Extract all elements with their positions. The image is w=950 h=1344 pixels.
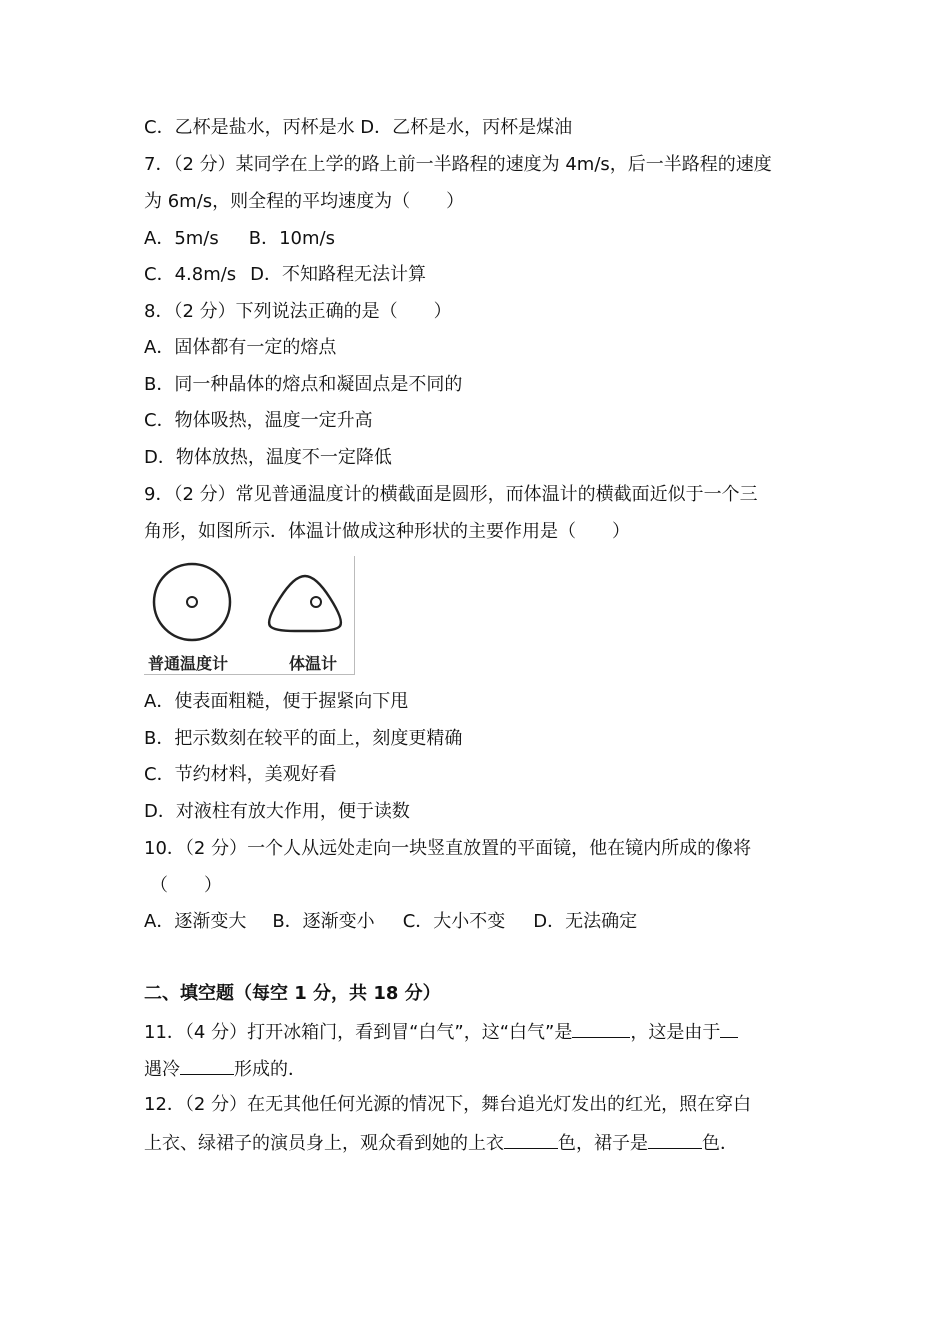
option-a: A．5m/s [144, 228, 219, 249]
question-text: 色，裙子是 [558, 1133, 648, 1154]
q9-option-a [144, 690, 814, 714]
question-text: 12．（2 分）在无其他任何光源的情况下，舞台追光灯发出的红光，照在穿白 [144, 1094, 752, 1115]
option-b: B．逐渐变小 [272, 911, 375, 932]
answer-blank [648, 1130, 702, 1149]
question-text: 7．（2 分）某同学在上学的路上前一半路程的速度为 4m/s，后一半路程的速度 [144, 154, 772, 175]
clinical-thermometer-outline [269, 576, 341, 631]
option-text: D．对液柱有放大作用，便于读数 [144, 801, 410, 822]
option-text: D．物体放热，温度不一定降低 [144, 447, 392, 468]
question-text: 为 6m/s，则全程的平均速度为（ ） [144, 191, 465, 212]
ordinary-thermometer-bore [187, 597, 197, 607]
q11-stem-line1 [144, 1019, 814, 1045]
q10-stem-line2 [150, 874, 820, 898]
option-c: C．4.8m/s [144, 264, 237, 285]
question-text: 遇冷 [144, 1059, 180, 1080]
option-c: C．大小不变 [402, 911, 506, 932]
q11-stem-line2 [144, 1056, 814, 1082]
section-title: 二、填空题（每空 1 分，共 18 分） [144, 983, 441, 1004]
q7-options-cd [144, 263, 814, 287]
option-d: D．无法确定 [533, 911, 638, 932]
option-a: A．逐渐变大 [144, 911, 247, 932]
question-text: 色． [702, 1133, 738, 1154]
q8-stem [144, 300, 814, 324]
option-text: C．物体吸热，温度一定升高 [144, 410, 373, 431]
option-text: C．节约材料，美观好看 [144, 764, 337, 785]
question-text: 11．（4 分）打开冰箱门，看到冒“白气”，这“白气”是 [144, 1022, 573, 1043]
option-text: B．同一种晶体的熔点和凝固点是不同的 [144, 374, 463, 395]
q10-stem-line1 [144, 837, 814, 861]
ordinary-thermometer-outline [154, 564, 230, 640]
clinical-thermometer-bore [311, 597, 321, 607]
ordinary-thermometer-label: 普通温度计 [148, 654, 229, 673]
q8-option-d [144, 446, 814, 470]
answer-blank [720, 1019, 738, 1038]
q6-options-cd [144, 116, 814, 140]
question-text: 9．（2 分）常见普通温度计的横截面是圆形，而体温计的横截面近似于一个三 [144, 484, 758, 505]
q9-option-c [144, 763, 814, 787]
q7-stem-line1 [144, 153, 814, 177]
question-text: 形成的． [234, 1059, 306, 1080]
question-text: 10．（2 分）一个人从远处走向一块竖直放置的平面镜，他在镜内所成的像将 [144, 838, 752, 859]
option-text: B．把示数刻在较平的面上，刻度更精确 [144, 728, 463, 749]
q9-option-d [144, 800, 814, 824]
answer-blank [180, 1056, 234, 1075]
q9-option-b [144, 727, 814, 751]
question-text: 上衣、绿裙子的演员身上，观众看到她的上衣 [144, 1133, 504, 1154]
q7-options-ab [144, 227, 814, 251]
question-text: 8．（2 分）下列说法正确的是（ ） [144, 301, 452, 322]
question-text: （ ） [150, 875, 222, 896]
answer-blank [572, 1019, 630, 1038]
question-text: ，这是由于 [630, 1022, 721, 1043]
q10-options [144, 910, 814, 934]
q12-stem-line2 [144, 1130, 814, 1156]
option-text: C．乙杯是盐水，丙杯是水 D．乙杯是水，丙杯是煤油 [144, 117, 573, 138]
question-text: 角形，如图所示．体温计做成这种形状的主要作用是（ ） [144, 521, 630, 542]
section-2-heading [144, 982, 814, 1006]
q9-stem-line1 [144, 483, 814, 507]
q7-stem-line2 [144, 190, 814, 214]
q9-stem-line2 [144, 520, 814, 544]
q8-option-c [144, 409, 814, 433]
clinical-thermometer-label: 体温计 [289, 654, 338, 673]
option-text: A．固体都有一定的熔点 [144, 337, 337, 358]
option-text: A．使表面粗糙，便于握紧向下甩 [144, 691, 409, 712]
q8-option-b [144, 373, 814, 397]
thermometer-cross-section-figure [144, 556, 355, 675]
answer-blank [504, 1130, 558, 1149]
q12-stem-line1 [144, 1093, 814, 1117]
option-d: D．不知路程无法计算 [250, 264, 427, 285]
option-b: B．10m/s [248, 228, 335, 249]
q8-option-a [144, 336, 814, 360]
